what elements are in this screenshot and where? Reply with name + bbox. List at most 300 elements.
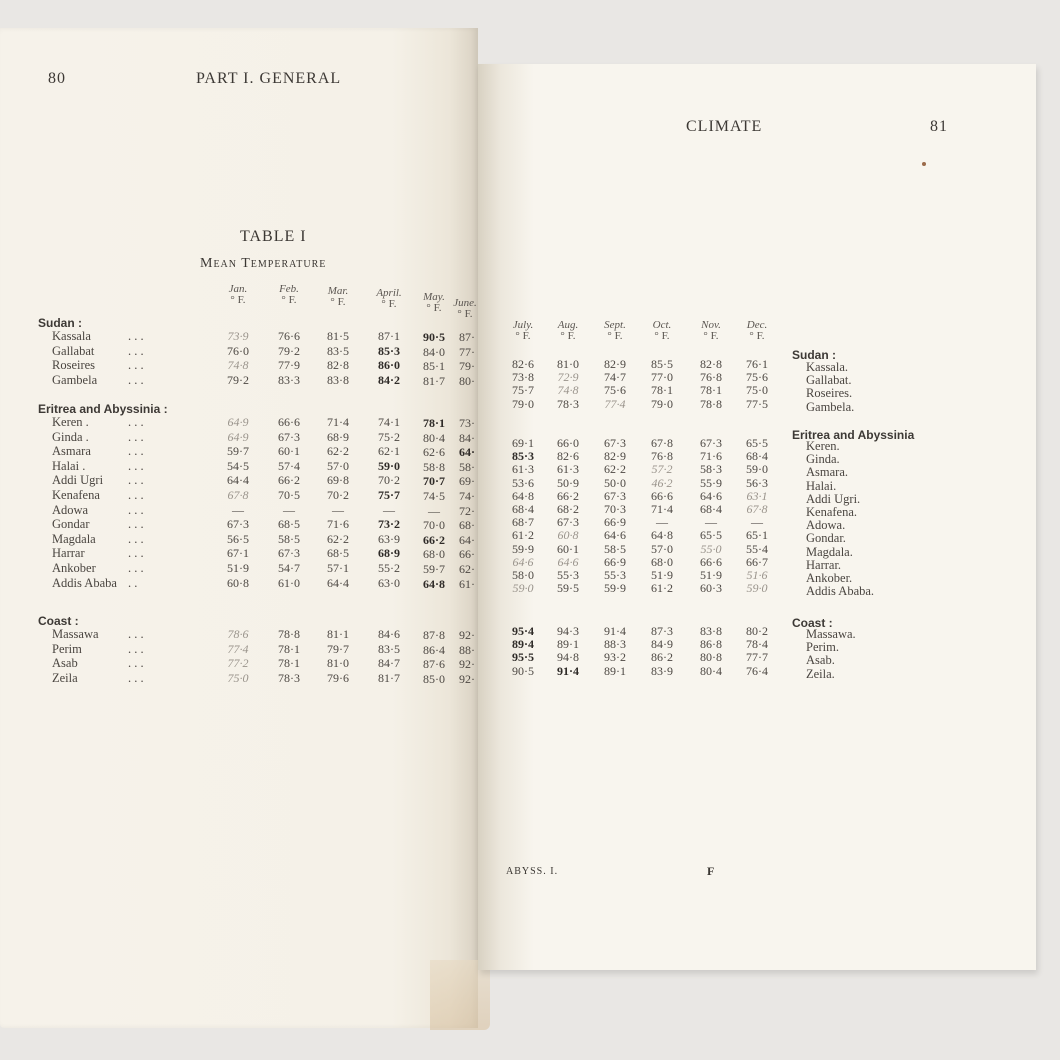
leader-dots: . . . — [128, 531, 144, 546]
temp-cell: 58·5 — [278, 531, 300, 546]
temp-cell: 62·2 — [327, 444, 349, 459]
temp-cell: 61· — [459, 577, 475, 591]
station-name: Addis Ababa — [52, 575, 117, 590]
temp-cell: 54·7 — [278, 561, 300, 575]
temp-cell: 65·5 — [746, 436, 768, 450]
temp-cell: 79·7 — [327, 641, 349, 656]
station-name: Harrar — [52, 546, 85, 561]
temp-cell: 86·2 — [651, 650, 673, 665]
temp-cell: 80·4 — [423, 430, 445, 445]
temp-cell: 89·1 — [604, 663, 626, 678]
temp-cell: 83·5 — [378, 641, 400, 656]
station-name: Harrar. — [806, 557, 842, 572]
temp-cell: 50·9 — [557, 475, 579, 490]
temp-cell: 82·8 — [327, 358, 349, 373]
temp-cell: 81·7 — [378, 670, 400, 685]
temp-cell: 84·2 — [377, 372, 400, 387]
station-name: Kassala — [52, 329, 91, 343]
temp-cell: 68·4 — [700, 502, 722, 516]
month-name: June. — [453, 297, 477, 309]
temp-cell: 81·1 — [327, 627, 349, 641]
month-name: Jan. — [228, 283, 248, 295]
temp-cell: 90·5 — [512, 663, 534, 678]
temp-cell: 64·4 — [227, 473, 249, 488]
temp-cell: 68·9 — [327, 429, 349, 444]
temp-cell: 80·4 — [700, 663, 722, 678]
temp-cell: 74· — [459, 490, 475, 503]
temp-cell: 66·6 — [278, 415, 300, 429]
signature-letter: F — [707, 864, 715, 878]
temp-cell: 87·3 — [651, 624, 673, 638]
temp-cell: 85·3 — [377, 343, 400, 358]
month-name: Aug. — [557, 319, 579, 331]
temp-cell: 59·7 — [423, 562, 445, 576]
station-name: Magdala. — [806, 544, 853, 559]
temp-cell: 55·2 — [378, 561, 400, 575]
temp-cell: 82·6 — [557, 449, 579, 464]
station-name: Asmara. — [806, 465, 848, 480]
station-name: Asab — [52, 656, 78, 671]
leader-dots: . . . — [128, 656, 144, 671]
temp-cell: 71·6 — [327, 517, 349, 532]
temp-cell: 72· — [459, 504, 475, 518]
temp-cell: 83·8 — [327, 372, 349, 387]
temp-cell: 78·6 — [227, 627, 249, 641]
temp-cell: 57·4 — [278, 458, 300, 473]
temp-cell: 81·0 — [327, 656, 349, 671]
temp-cell: 92· — [459, 672, 475, 686]
temp-cell: 84·9 — [651, 637, 673, 652]
temp-cell: 82·9 — [604, 357, 626, 371]
month-unit: ° F. — [560, 330, 576, 342]
temp-cell: 64·6 — [557, 554, 579, 569]
temp-cell: 64· — [459, 446, 475, 460]
temp-cell: 51·6 — [746, 568, 768, 582]
region-heading: Eritrea and Abyssinia : — [38, 402, 168, 416]
month-unit: ° F. — [515, 330, 531, 342]
temp-cell: 77·7 — [746, 650, 768, 665]
temp-cell: 68·2 — [557, 502, 579, 516]
month-unit: ° F. — [607, 330, 623, 342]
region-heading: Sudan : — [38, 316, 82, 330]
temp-cell: 80· — [459, 374, 475, 388]
station-name: Gambela. — [806, 399, 855, 414]
temp-cell: 68·5 — [327, 546, 349, 561]
temp-cell: 55·4 — [746, 541, 768, 556]
temp-cell: 91·4 — [556, 663, 579, 678]
temp-cell: 66·7 — [746, 554, 768, 569]
leader-dots: . . . — [128, 546, 144, 561]
leader-dots: . . . — [128, 473, 144, 488]
leader-dots: . . . — [128, 627, 144, 641]
temp-cell: 66· — [459, 548, 475, 562]
temp-cell: 58· — [459, 460, 475, 474]
leader-dots: . . . — [128, 415, 144, 429]
temp-cell: 64·4 — [327, 575, 349, 590]
temp-cell: 95·4 — [511, 624, 534, 638]
temp-cell: 79·0 — [651, 396, 673, 411]
temp-cell: 92· — [459, 629, 475, 642]
temp-cell: 60·1 — [278, 444, 300, 459]
temp-cell: 83·9 — [651, 663, 673, 678]
temp-cell: 84·7 — [378, 656, 400, 671]
leader-dots: . . . — [128, 429, 144, 444]
region-heading: Coast : — [792, 616, 833, 630]
temp-cell: 71·4 — [327, 415, 349, 429]
month-unit: ° F. — [654, 330, 670, 342]
left-running-head: PART I. GENERAL — [196, 70, 342, 87]
signature-mark: ABYSS. I. — [506, 866, 559, 877]
temp-cell: 70·5 — [278, 488, 300, 502]
station-name: Ginda . — [52, 429, 89, 444]
temp-cell: 50·0 — [604, 475, 626, 490]
region-heading: Eritrea and Abyssinia — [792, 428, 915, 442]
temp-cell: 67·3 — [700, 436, 722, 450]
temp-cell: 79·2 — [278, 343, 300, 358]
leader-dots: . . . — [128, 670, 144, 685]
temp-cell: 58·5 — [604, 541, 626, 556]
month-unit: ° F. — [457, 308, 473, 320]
temp-cell: 77· — [459, 345, 475, 359]
temp-cell: 78·8 — [700, 396, 722, 411]
leader-dots: . . . — [128, 488, 144, 502]
temp-cell: 82·9 — [604, 449, 626, 464]
temp-cell: 69· — [459, 475, 475, 489]
temp-cell: 87·1 — [378, 329, 400, 343]
temp-cell: 94·8 — [557, 650, 579, 665]
region-heading: Coast : — [38, 614, 79, 628]
month-header — [595, 320, 635, 342]
temp-cell: 68·9 — [377, 546, 400, 561]
temp-cell: 68·7 — [512, 515, 534, 530]
temp-cell: 74·8 — [227, 358, 249, 373]
temp-cell: 66·9 — [604, 515, 626, 530]
temp-cell: 81·0 — [557, 357, 579, 371]
temp-cell: 67·3 — [604, 488, 626, 503]
month-name: Feb. — [279, 283, 299, 295]
station-name: Halai. — [806, 478, 837, 493]
month-name: April. — [376, 287, 402, 299]
temp-cell: 67·8 — [746, 502, 768, 516]
temp-cell: 95·5 — [511, 650, 534, 665]
temp-cell: 77·4 — [227, 641, 249, 656]
month-unit: ° F. — [703, 330, 719, 342]
station-name: Ginda. — [806, 452, 840, 467]
temp-cell: — — [332, 502, 344, 517]
temp-cell: 55·9 — [700, 475, 722, 490]
temp-cell: 61·0 — [278, 575, 300, 590]
temp-cell: 77·4 — [604, 396, 626, 411]
temp-cell: 51·9 — [700, 568, 722, 582]
temp-cell: 93·2 — [604, 650, 626, 665]
temp-cell: 79·0 — [512, 396, 534, 411]
month-unit: ° F. — [281, 294, 297, 306]
temp-cell: 66·6 — [700, 554, 722, 569]
station-name: Perim — [52, 641, 82, 656]
station-name: Ankober. — [806, 571, 853, 585]
temp-cell: 54·5 — [227, 458, 249, 473]
temp-cell: 74·1 — [378, 415, 400, 429]
temp-cell: 70·3 — [604, 502, 626, 516]
month-header — [318, 286, 358, 308]
temp-cell: 70·7 — [422, 474, 445, 489]
right-page-number: 81 — [930, 118, 948, 135]
temp-cell: — — [428, 503, 440, 518]
temp-cell: 87·6 — [423, 657, 445, 672]
temp-cell: 46·2 — [651, 475, 673, 490]
temp-cell: 55·0 — [700, 541, 722, 556]
leader-dots: . . . — [128, 458, 144, 473]
temp-cell: 59·9 — [512, 541, 534, 556]
temp-cell: 84·0 — [423, 344, 445, 359]
temp-cell: — — [383, 502, 395, 517]
temp-cell: 67·8 — [227, 488, 249, 502]
temp-cell: 89·1 — [557, 637, 579, 652]
month-header — [445, 298, 485, 320]
temp-cell: 70·0 — [423, 518, 445, 533]
temp-cell: 78·4 — [746, 637, 768, 652]
month-unit: ° F. — [230, 294, 246, 306]
temp-cell: 88· — [459, 643, 475, 657]
temp-cell: 78·3 — [557, 396, 579, 411]
temp-cell: 78·1 — [651, 383, 673, 398]
temp-cell: 90·5 — [422, 330, 445, 344]
temp-cell: 57·0 — [327, 458, 349, 473]
station-name: Magdala — [52, 531, 96, 546]
temp-cell: 61·2 — [512, 528, 534, 543]
temp-cell: 73·8 — [512, 370, 534, 385]
temp-cell: 62· — [459, 563, 475, 576]
temp-cell: 57·1 — [327, 561, 349, 575]
temp-cell: 73·9 — [227, 329, 249, 343]
month-header — [642, 320, 682, 342]
temp-cell: 78·1 — [278, 656, 300, 671]
temp-cell: 51·9 — [227, 561, 249, 575]
station-name: Kassala. — [806, 360, 848, 374]
leader-dots: . . . — [128, 502, 144, 517]
temp-cell: 58·3 — [700, 462, 722, 477]
temp-cell: 75·7 — [377, 488, 400, 502]
station-name: Addis Ababa. — [806, 584, 875, 599]
temp-cell: 77·2 — [227, 656, 249, 671]
temp-cell: 71·4 — [651, 502, 673, 516]
temp-cell: 68·5 — [278, 517, 300, 532]
temp-cell: 62·1 — [378, 444, 400, 459]
station-name: Roseires — [52, 358, 96, 373]
temp-cell: 78·1 — [422, 416, 445, 430]
station-name: Zeila — [52, 670, 78, 685]
month-name: July. — [512, 319, 534, 331]
table-subtitle: Mean Temperature — [200, 256, 327, 271]
temp-cell: 74·5 — [423, 489, 445, 503]
station-name: Addi Ugri — [52, 473, 104, 488]
temp-cell: 66·6 — [651, 488, 673, 503]
temp-cell: 66·2 — [278, 473, 300, 488]
temp-cell: 59·9 — [604, 581, 626, 596]
temp-cell: 63·0 — [378, 575, 400, 590]
temp-cell: 79· — [459, 360, 475, 374]
temp-cell: 76·1 — [746, 357, 768, 371]
temp-cell: 74·7 — [604, 370, 626, 385]
temp-cell: 59·0 — [377, 458, 400, 473]
month-unit: ° F. — [426, 302, 442, 314]
temp-cell: 57·2 — [651, 462, 673, 477]
station-name: Massawa — [52, 627, 99, 641]
temp-cell: — — [656, 515, 668, 530]
month-unit: ° F. — [381, 298, 397, 310]
temp-cell: 67·3 — [278, 429, 300, 444]
temp-cell: 78·1 — [700, 383, 722, 398]
temp-cell: 78·1 — [278, 641, 300, 656]
station-name: Kenafena — [52, 488, 100, 502]
temp-cell: 78·3 — [278, 670, 300, 685]
temp-cell: 87· — [459, 331, 475, 344]
temp-cell: 76·8 — [700, 370, 722, 385]
station-name: Kenafena. — [806, 505, 858, 519]
temp-cell: 82·6 — [512, 357, 534, 371]
temp-cell: 72·9 — [557, 370, 579, 385]
temp-cell: 75·0 — [227, 670, 249, 685]
month-name: Dec. — [746, 319, 768, 331]
page-edges — [430, 960, 490, 1030]
month-name: May. — [423, 291, 445, 303]
temp-cell: 64·8 — [512, 488, 534, 503]
station-name: Perim. — [806, 640, 839, 655]
temp-cell: 60·8 — [227, 575, 249, 590]
temp-cell: 55·3 — [557, 568, 579, 582]
temp-cell: 55·3 — [604, 568, 626, 582]
temp-cell: 70·2 — [378, 473, 400, 488]
temp-cell: 75·0 — [746, 383, 768, 398]
station-name: Zeila. — [806, 666, 835, 681]
leader-dots: . . . — [128, 444, 144, 459]
temp-cell: 56·5 — [227, 531, 249, 546]
leader-dots: . . . — [128, 641, 144, 656]
temp-cell: 67·1 — [227, 546, 249, 561]
temp-cell: 84· — [459, 431, 475, 445]
temp-cell: 83·5 — [327, 343, 349, 358]
station-name: Roseires. — [806, 386, 853, 401]
temp-cell: 77·9 — [278, 358, 300, 373]
station-name: Halai . — [52, 458, 86, 473]
temp-cell: 74·8 — [557, 383, 579, 398]
leader-dots: . . . — [128, 343, 144, 358]
temp-cell: 64·6 — [512, 554, 534, 569]
station-name: Massawa. — [806, 627, 856, 641]
temp-cell: 80·2 — [746, 624, 768, 638]
temp-cell: 58·8 — [423, 459, 445, 474]
temp-cell: 60·3 — [700, 581, 722, 596]
temp-cell: 64· — [459, 533, 475, 547]
month-name: Oct. — [652, 319, 672, 331]
temp-cell: 67·3 — [278, 546, 300, 561]
temp-cell: 88·3 — [604, 637, 626, 652]
temp-cell: 76·6 — [278, 329, 300, 343]
temp-cell: 59·0 — [746, 462, 768, 477]
temp-cell: 65·5 — [700, 528, 722, 543]
temp-cell: 81·5 — [327, 329, 349, 343]
temp-cell: 66·2 — [422, 532, 445, 547]
temp-cell: 62·2 — [327, 531, 349, 546]
station-name: Keren . — [52, 415, 89, 429]
station-name: Gondar. — [806, 531, 846, 546]
temp-cell: — — [232, 502, 244, 517]
temp-cell: 80·8 — [700, 650, 722, 665]
temp-cell: 92· — [459, 658, 475, 672]
temp-cell: 66·0 — [557, 436, 579, 450]
temp-cell: 78·8 — [278, 627, 300, 641]
temp-cell: — — [751, 515, 763, 530]
temp-cell: 75·6 — [746, 370, 768, 385]
station-name: Adowa. — [806, 518, 846, 533]
temp-cell: 68· — [459, 519, 475, 533]
leader-dots: . . . — [128, 517, 144, 532]
temp-cell: 77·5 — [746, 396, 768, 411]
temp-cell: 67·3 — [557, 515, 579, 530]
temp-cell: 81·7 — [423, 373, 445, 388]
month-header — [218, 284, 258, 306]
temp-cell: 79·2 — [227, 372, 249, 387]
temp-cell: 94·3 — [557, 624, 579, 638]
month-unit: ° F. — [330, 296, 346, 308]
temp-cell: 63·1 — [746, 488, 768, 503]
temp-cell: 73· — [459, 417, 475, 430]
temp-cell: 62·2 — [604, 462, 626, 477]
temp-cell: 64·9 — [227, 415, 249, 429]
temp-cell: 73·2 — [377, 517, 400, 532]
temp-cell: 84·6 — [378, 627, 400, 641]
temp-cell: 83·8 — [700, 624, 722, 638]
temp-cell: 64·8 — [422, 576, 445, 591]
temp-cell: 85·5 — [651, 357, 673, 371]
temp-cell: 60·1 — [557, 541, 579, 556]
station-name: Adowa — [52, 502, 89, 517]
temp-cell: 89·4 — [511, 637, 534, 652]
station-name: Addi Ugri. — [806, 491, 861, 506]
month-name: Mar. — [327, 285, 349, 297]
temp-cell: 68·4 — [512, 502, 534, 516]
temp-cell: 82·8 — [700, 357, 722, 371]
temp-cell: 60·8 — [557, 528, 579, 543]
temp-cell: 59·5 — [557, 581, 579, 596]
temp-cell: 57·0 — [651, 541, 673, 556]
right-running-head: CLIMATE — [686, 118, 763, 135]
leader-dots: . . . — [128, 372, 144, 387]
temp-cell: 70·2 — [327, 488, 349, 502]
temp-cell: 71·6 — [700, 449, 722, 464]
temp-cell: 65·1 — [746, 528, 768, 543]
temp-cell: 62·6 — [423, 445, 445, 460]
temp-cell: 76·4 — [746, 663, 768, 678]
temp-cell: 75·2 — [378, 429, 400, 444]
temp-cell: 59·0 — [746, 581, 768, 596]
temp-cell: 61·3 — [512, 462, 534, 477]
month-name: Sept. — [604, 319, 626, 331]
temp-cell: 61·2 — [651, 581, 673, 596]
temp-cell: 61·3 — [557, 462, 579, 477]
temp-cell: 86·4 — [423, 642, 445, 657]
station-name: Gondar — [52, 517, 90, 532]
temp-cell: 75·7 — [512, 383, 534, 398]
temp-cell: 51·9 — [651, 568, 673, 582]
ink-speck — [922, 162, 926, 166]
temp-cell: 76·8 — [651, 449, 673, 464]
temp-cell: 67·3 — [604, 436, 626, 450]
temp-cell: 59·7 — [227, 444, 249, 459]
temp-cell: — — [705, 515, 717, 530]
temp-cell: 64·6 — [700, 488, 722, 503]
left-page-number: 80 — [48, 70, 66, 87]
